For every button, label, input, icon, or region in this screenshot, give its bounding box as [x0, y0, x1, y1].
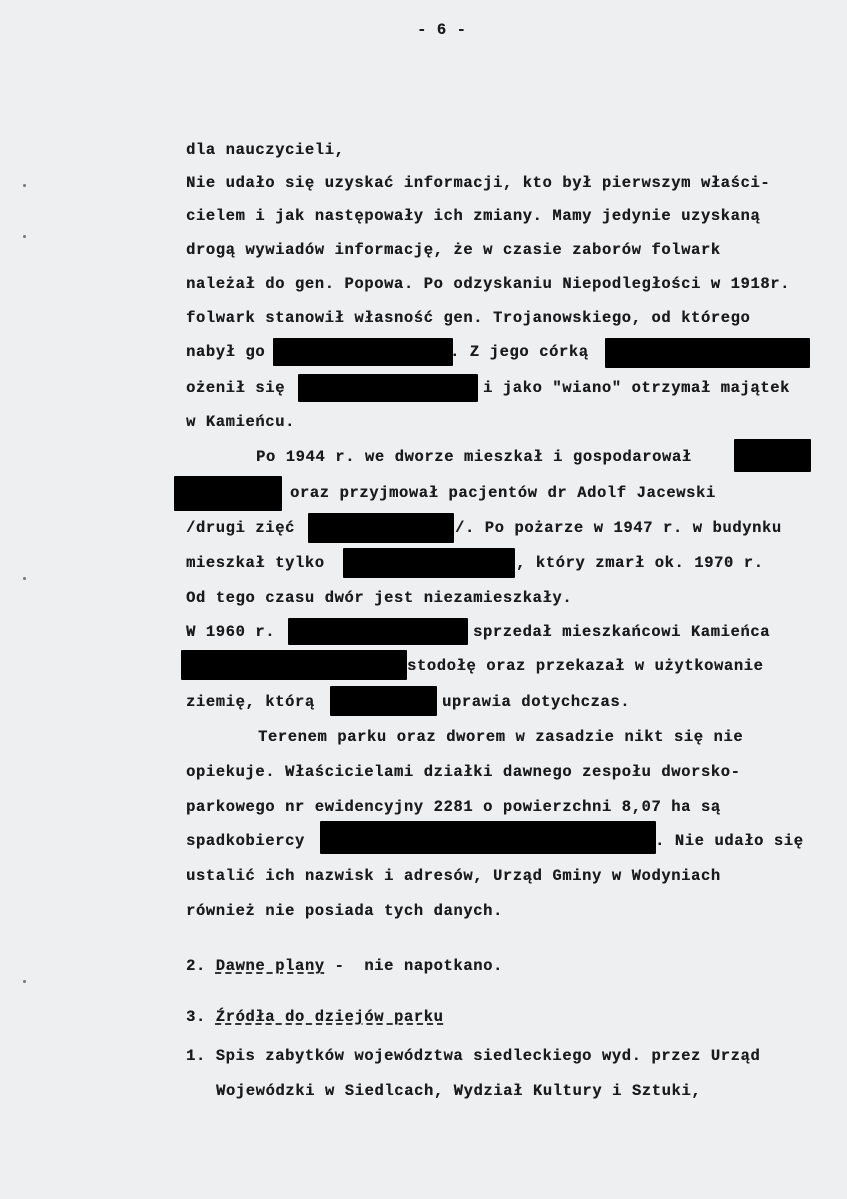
text-line: . Nie udało się — [655, 832, 804, 850]
binding-hole-mark — [23, 577, 26, 580]
text-line: Terenem parku oraz dworem w zasadzie nikt się nie — [258, 728, 744, 746]
binding-hole-mark — [23, 184, 26, 187]
section-title: Źródła do dziejów parku — [215, 1008, 444, 1026]
text-line: Nie udało się uzyskać informacji, kto był pierwszym właści- — [186, 174, 771, 192]
text-line: drogą wywiadów informację, że w czasie zaborów folwark — [186, 241, 721, 259]
redaction-box — [320, 821, 656, 854]
text-line: spadkobiercy — [186, 832, 305, 850]
text-line: nabył go — [186, 343, 266, 361]
redaction-box — [734, 439, 811, 472]
redaction-box — [343, 548, 515, 578]
text-line: Od tego czasu dwór jest niezamieszkały. — [186, 589, 573, 607]
text-line: ustalić ich nazwisk i adresów, Urząd Gminy w Wodyniach — [186, 867, 721, 885]
text-line: i jako "wiano" otrzymał majątek — [483, 379, 790, 397]
text-line: mieszkał tylko — [186, 554, 325, 572]
redaction-box — [273, 338, 453, 366]
redaction-box — [298, 374, 478, 402]
text-line: /. Po pożarze w 1947 r. w budynku — [455, 519, 782, 537]
redaction-box — [181, 650, 407, 680]
redaction-box — [174, 476, 282, 511]
text-line: należał do gen. Popowa. Po odzyskaniu Niepodległości w 1918r. — [186, 275, 790, 293]
text-line: folwark stanowił własność gen. Trojanowskiego, od którego — [186, 309, 751, 327]
text-line: również nie posiada tych danych. — [186, 902, 503, 920]
text-line: Po 1944 r. we dworze mieszkał i gospodarował — [256, 448, 692, 466]
text-line: cielem i jak następowały ich zmiany. Mamy jedynie uzyskaną — [186, 207, 761, 225]
text-line: . Z jego córką — [450, 343, 589, 361]
reference-item: Wojewódzki w Siedlcach, Wydział Kultury i Sztuki, — [216, 1082, 702, 1100]
redaction-box — [330, 686, 437, 716]
section-number: 2. — [186, 957, 206, 975]
section-heading-2 — [186, 956, 503, 976]
text-line: oraz przyjmował pacjentów dr Adolf Jacewski — [290, 484, 716, 502]
redaction-box — [308, 513, 454, 543]
text-line: , który zmarł ok. 1970 r. — [516, 554, 764, 572]
text-line: dla nauczycieli, — [186, 141, 345, 159]
text-line: w Kamieńcu. — [186, 413, 295, 431]
section-heading-3 — [186, 1007, 443, 1027]
binding-hole-mark — [23, 980, 26, 983]
text-line: ożenił się — [186, 379, 286, 397]
text-line: stodołę oraz przekazał w użytkowanie — [407, 657, 764, 675]
redaction-box — [288, 618, 468, 645]
section-number: 3. — [186, 1008, 206, 1026]
text-line: uprawia dotychczas. — [442, 693, 631, 711]
section-title: Dawne plany — [215, 957, 325, 975]
binding-hole-mark — [23, 235, 26, 238]
reference-item: 1. Spis zabytków województwa siedleckiego wyd. przez Urząd — [186, 1047, 761, 1065]
text-line: ziemię, którą — [186, 693, 315, 711]
text-line: /drugi zięć — [186, 519, 295, 537]
redaction-box — [605, 338, 810, 368]
text-line: W 1960 r. — [186, 623, 276, 641]
text-line: sprzedał mieszkańcowi Kamieńca — [473, 623, 771, 641]
page-number: - 6 - — [417, 21, 467, 39]
text-line: parkowego nr ewidencyjny 2281 o powierzchni 8,07 ha są — [186, 798, 721, 816]
text-line: opiekuje. Właścicielami działki dawnego zespołu dworsko- — [186, 763, 741, 781]
section-note: - nie napotkano. — [324, 957, 503, 975]
